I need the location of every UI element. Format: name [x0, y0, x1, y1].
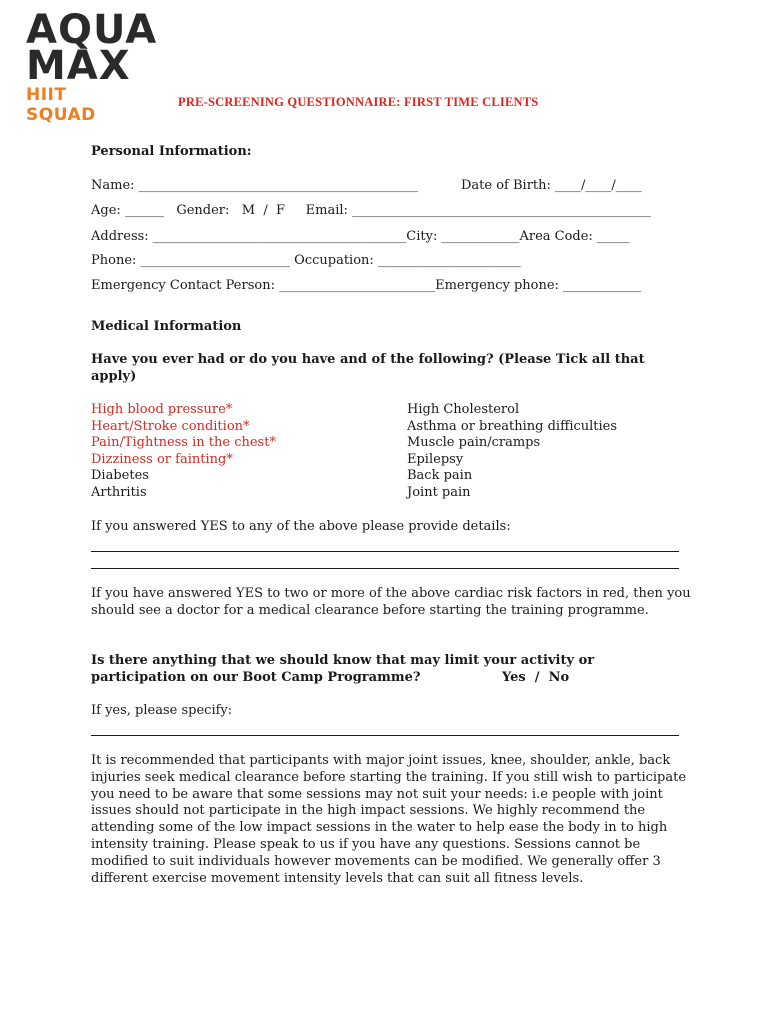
condition-high-cholesterol[interactable]: High Cholesterol — [407, 402, 520, 417]
emergency-contact-row[interactable]: Emergency Contact Person: ________________________Emergency phone: ____________ — [91, 278, 642, 293]
details-line-1[interactable] — [91, 551, 679, 552]
condition-asthma[interactable]: Asthma or breathing difficulties — [407, 418, 618, 434]
dob-field[interactable]: Date of Birth: ____/____/____ — [461, 178, 642, 193]
conditions-question: Have you ever had or do you have and of the following? (Please Tick all that apply) — [91, 352, 645, 384]
limit-question-line-1: Is there anything that we should know that may limit your activity or — [91, 653, 595, 668]
condition-epilepsy[interactable]: Epilepsy — [407, 451, 464, 467]
age-gender-email-row[interactable]: Age: ______ Gender: M / F Email: ______________________________________________ — [91, 203, 652, 218]
condition-joint-pain[interactable]: Joint pain — [407, 484, 471, 500]
recommendation-paragraph: It is recommended that participants with major joint issues, knee, shoulder, ankle, back injuries seek medical clearance before starting the training. If you still wish to participate you need to be aware that some sessions may not suit your needs: i.e people with joint issues should not participate in the high impact sessions. We highly recommend the attending some of the low impact sessions in the water to help ease the body in to high intensity training. Please speak to us if you have any questions. Sessions cannot be modified to suit individuals however movements can be modified. We generally offer 3 different exercise movement intensity levels that can suit all fitness levels. — [91, 753, 687, 886]
yes-no-choice[interactable]: Yes / No — [502, 670, 570, 685]
condition-muscle-pain[interactable]: Muscle pain/cramps — [407, 435, 541, 451]
condition-diabetes[interactable]: Diabetes — [91, 468, 149, 484]
logo-line-max: MAX — [26, 43, 131, 89]
details-prompt: If you answered YES to any of the above please provide details: — [91, 519, 511, 534]
page-title: PRE-SCREENING QUESTIONNAIRE: FIRST TIME CLIENTS — [178, 95, 539, 109]
details-line-2[interactable] — [91, 568, 679, 569]
condition-arthritis[interactable]: Arthritis — [91, 484, 147, 500]
aqua-max-logo — [26, 7, 158, 125]
phone-occupation-row[interactable]: Phone: _______________________ Occupation: ______________________ — [91, 253, 521, 268]
conditions-right-column — [407, 402, 617, 502]
cardiac-risk-note: If you have answered YES to two or more of the above cardiac risk factors in red, then you should see a doctor for a medical clearance before starting the training programme. — [91, 586, 691, 618]
personal-info-heading: Personal Information: — [91, 144, 252, 159]
address-city-areacode-row[interactable]: Address: _______________________________________City: ____________Area Code: _____ — [91, 229, 630, 244]
condition-heart-stroke[interactable]: Heart/Stroke condition* — [91, 418, 250, 434]
name-field[interactable]: Name: ___________________________________________ — [91, 178, 419, 193]
logo-line-aqua: AQUA — [26, 7, 158, 53]
condition-dizziness[interactable]: Dizziness or fainting* — [91, 451, 233, 467]
medical-info-heading: Medical Information — [91, 319, 242, 334]
specify-line[interactable] — [91, 735, 679, 736]
specify-prompt: If yes, please specify: — [91, 703, 233, 718]
limit-question-line-2: participation on our Boot Camp Programme? — [91, 670, 421, 685]
condition-chest-pain[interactable]: Pain/Tightness in the chest* — [91, 435, 276, 451]
condition-high-blood-pressure[interactable]: High blood pressure* — [91, 402, 233, 417]
conditions-left-column — [91, 402, 276, 502]
condition-back-pain[interactable]: Back pain — [407, 468, 473, 484]
logo-line-hiit-squad: HIIT SQUAD — [26, 85, 96, 125]
